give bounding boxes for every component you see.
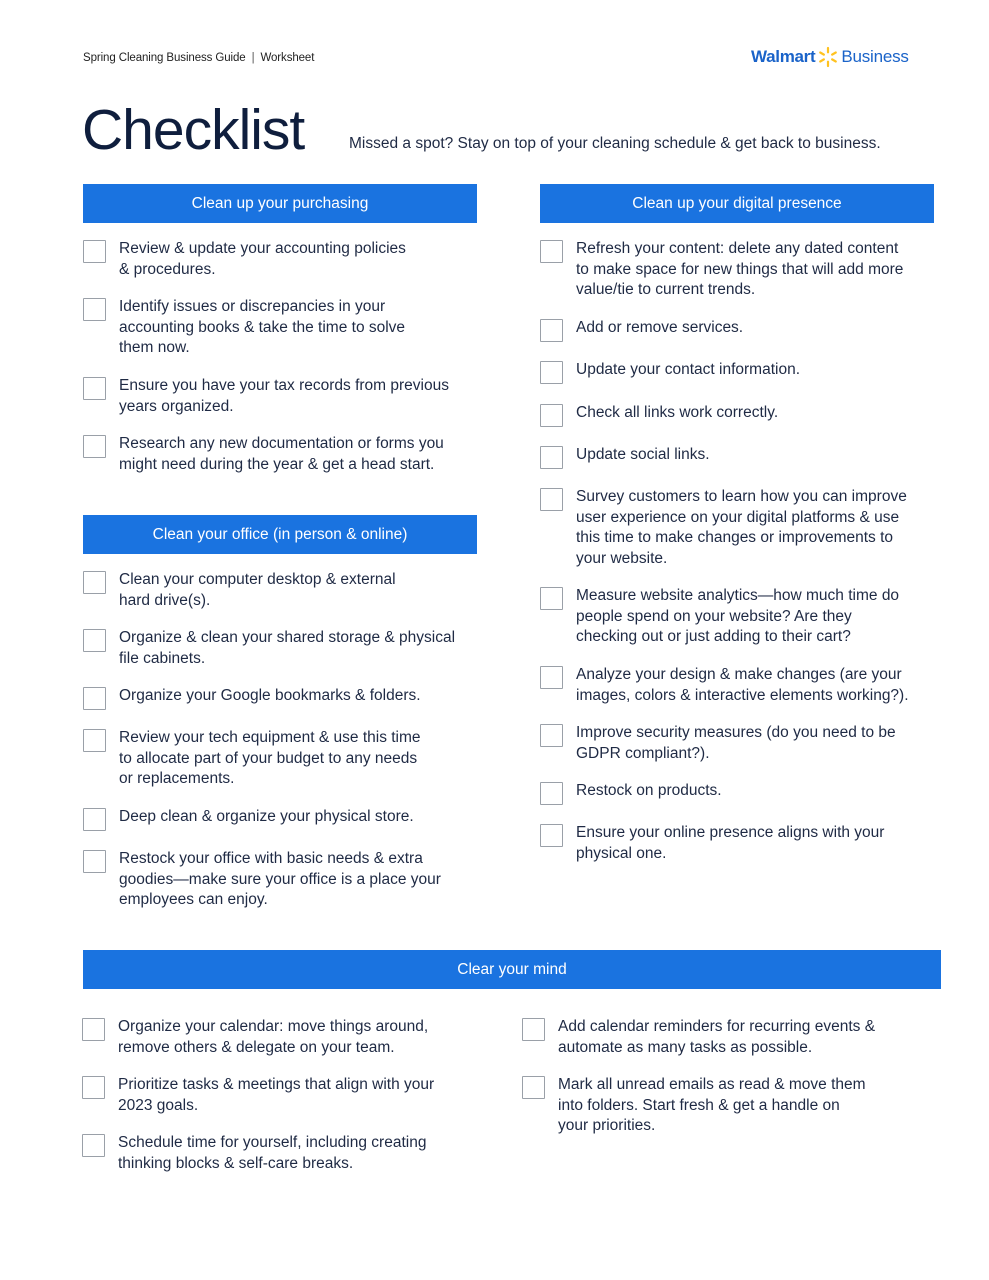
checklist-item[interactable] [82, 1133, 426, 1174]
checklist-item[interactable] [540, 360, 800, 384]
checklist-item[interactable] [83, 807, 414, 831]
section-heading-digital: Clean up your digital presence [540, 184, 934, 223]
checklist-item-text: Organize your Google bookmarks & folders. [119, 687, 421, 704]
guide-title: Spring Cleaning Business Guide [83, 52, 246, 64]
checklist-item[interactable] [83, 376, 449, 417]
checklist-item-text: Survey customers to learn how you can improve user experience on your digital platforms & use this time to make changes or improvements to your website. [576, 488, 907, 567]
page-title: Checklist [82, 98, 305, 162]
checkbox[interactable] [83, 240, 106, 263]
checklist-item-text: Update your contact information. [576, 361, 801, 378]
walmart-business-logo [751, 46, 909, 68]
checklist-item-text: Analyze your design & make changes (are your images, colors & interactive elements working?). [576, 666, 909, 704]
checklist-item-text: Organize & clean your shared storage & physical file cabinets. [119, 629, 456, 667]
checkbox[interactable] [540, 404, 563, 427]
checkbox[interactable] [83, 850, 106, 873]
checklist-item[interactable] [82, 1017, 428, 1058]
checklist-item-text: Add calendar reminders for recurring events & automate as many tasks as possible. [558, 1018, 876, 1056]
checkbox[interactable] [540, 824, 563, 847]
section-heading-office: Clean your office (in person & online) [83, 515, 477, 554]
checklist-item-text: Improve security measures (do you need to be GDPR compliant?). [576, 724, 896, 762]
checkbox[interactable] [540, 587, 563, 610]
checkbox[interactable] [522, 1076, 545, 1099]
checklist-item[interactable] [540, 487, 907, 569]
checklist-item-text: Restock on products. [576, 782, 722, 799]
walmart-spark-icon [817, 46, 839, 68]
checklist-item-text: Deep clean & organize your physical store. [119, 808, 414, 825]
checklist-item-text: Research any new documentation or forms you might need during the year & get a head start. [119, 435, 444, 473]
checkbox[interactable] [522, 1018, 545, 1041]
checkbox[interactable] [83, 435, 106, 458]
document-header [83, 52, 314, 64]
checklist-item-text: Prioritize tasks & meetings that align with your 2023 goals. [118, 1076, 435, 1114]
checkbox[interactable] [540, 666, 563, 689]
logo-suffix: Business [841, 47, 909, 66]
checklist-item[interactable] [83, 239, 406, 280]
section-heading-mind: Clear your mind [83, 950, 941, 989]
checklist-item[interactable] [83, 728, 421, 790]
header-separator: | [251, 52, 255, 64]
doc-type: Worksheet [260, 52, 315, 64]
checklist-item[interactable] [522, 1075, 866, 1137]
checkbox[interactable] [82, 1134, 105, 1157]
checkbox[interactable] [83, 687, 106, 710]
checklist-item[interactable] [540, 239, 903, 301]
checklist-item-text: Schedule time for yourself, including creating thinking blocks & self-care breaks. [118, 1134, 427, 1172]
checklist-item[interactable] [83, 434, 444, 475]
checklist-item[interactable] [83, 570, 396, 611]
checklist-item[interactable] [540, 723, 896, 764]
checklist-item-text: Refresh your content: delete any dated content to make space for new things that will add more value/tie to current trends. [576, 240, 904, 298]
logo-brand: Walmart [751, 47, 816, 66]
checkbox[interactable] [540, 488, 563, 511]
checklist-item-text: Organize your calendar: move things around, remove others & delegate on your team. [118, 1018, 429, 1056]
checkbox[interactable] [83, 729, 106, 752]
checklist-item-text: Check all links work correctly. [576, 404, 779, 421]
checklist-item-text: Mark all unread emails as read & move them into folders. Start fresh & get a handle on your priorities. [558, 1076, 866, 1134]
checkbox[interactable] [540, 319, 563, 342]
checkbox[interactable] [83, 808, 106, 831]
checkbox[interactable] [540, 724, 563, 747]
checkbox[interactable] [540, 446, 563, 469]
checklist-item-text: Review your tech equipment & use this time to allocate part of your budget to any needs or replacements. [119, 729, 421, 787]
checklist-item[interactable] [83, 686, 421, 710]
checklist-item[interactable] [540, 445, 710, 469]
checkbox[interactable] [82, 1018, 105, 1041]
checklist-item-text: Identify issues or discrepancies in your accounting books & take the time to solve them now. [119, 298, 406, 356]
checklist-item[interactable] [540, 781, 722, 805]
checklist-item-text: Review & update your accounting policies & procedures. [119, 240, 406, 278]
checklist-item[interactable] [540, 665, 909, 706]
checkbox[interactable] [540, 240, 563, 263]
checklist-item[interactable] [540, 586, 899, 648]
checklist-item-text: Clean your computer desktop & external hard drive(s). [119, 571, 396, 609]
checklist-item[interactable] [83, 297, 405, 359]
section-heading-purchasing: Clean up your purchasing [83, 184, 477, 223]
checklist-item-text: Restock your office with basic needs & extra goodies—make sure your office is a place your employees can enjoy. [119, 850, 441, 908]
checklist-item-text: Add or remove services. [576, 319, 744, 336]
checklist-item[interactable] [83, 628, 455, 669]
checklist-item[interactable] [82, 1075, 434, 1116]
checklist-item-text: Update social links. [576, 446, 710, 463]
checklist-item-text: Ensure you have your tax records from previous years organized. [119, 377, 449, 415]
checkbox[interactable] [83, 298, 106, 321]
checklist-item[interactable] [540, 403, 778, 427]
checkbox[interactable] [83, 571, 106, 594]
checkbox[interactable] [540, 361, 563, 384]
checkbox[interactable] [540, 782, 563, 805]
checkbox[interactable] [83, 377, 106, 400]
checkbox[interactable] [82, 1076, 105, 1099]
checklist-item-text: Ensure your online presence aligns with your physical one. [576, 824, 885, 862]
checklist-item-text: Measure website analytics—how much time do people spend on your website? Are they checking out or just adding to their cart? [576, 587, 900, 645]
checklist-item[interactable] [522, 1017, 875, 1058]
page-subtitle: Missed a spot? Stay on top of your cleaning schedule & get back to business. [349, 135, 881, 152]
checklist-item[interactable] [83, 849, 441, 911]
checkbox[interactable] [83, 629, 106, 652]
checklist-item[interactable] [540, 823, 884, 864]
checklist-item[interactable] [540, 318, 743, 342]
